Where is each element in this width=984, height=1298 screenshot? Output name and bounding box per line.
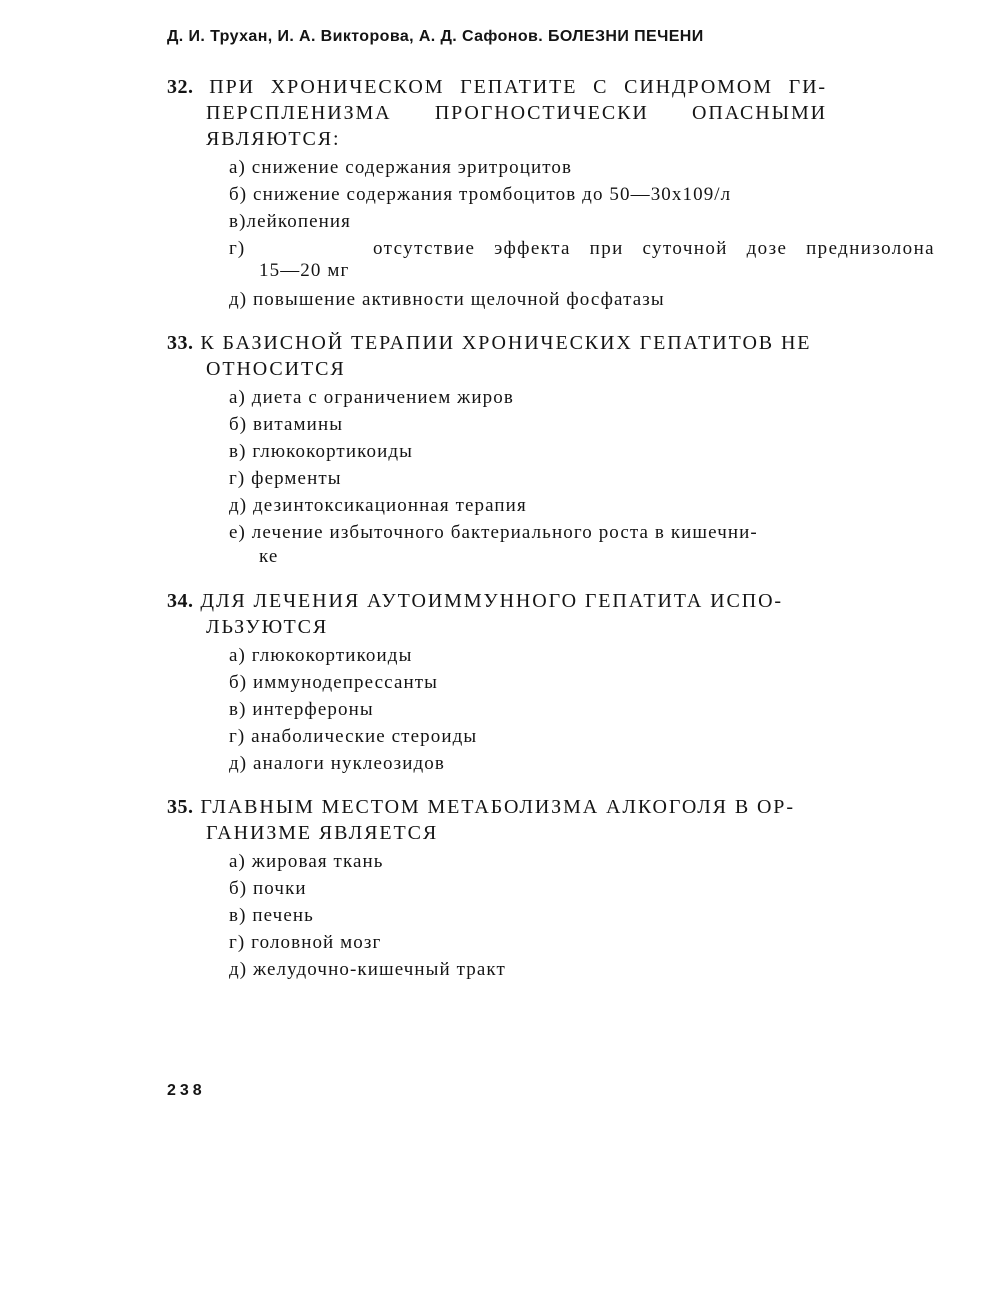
question-text: [167, 794, 827, 846]
answer-option: в)лейкопения: [229, 211, 352, 232]
answer-option: б) снижение содержания тромбоцитов до 50—30х109/л: [229, 184, 732, 205]
question-number: 34.: [167, 590, 194, 612]
answer-option: г) ферменты: [229, 468, 342, 489]
answer-option: б) иммунодепрессанты: [229, 672, 439, 693]
answer-option: г) головной мозг: [229, 932, 382, 953]
question-wording: ПРИ ХРОНИЧЕСКОМ ГЕПАТИТЕ С СИНДРОМОМ ГИ-ПЕРСПЛЕНИЗМА ПРОГНОСТИЧЕСКИ ОПАСНЫМИ ЯВЛЯЮТСЯ:: [206, 76, 827, 150]
answer-option: а) диета с ограничением жиров: [229, 387, 514, 408]
option-continuation: ке: [259, 546, 279, 567]
question-number: 35.: [167, 796, 194, 818]
answer-options: [167, 848, 827, 983]
question-33: [167, 330, 827, 568]
answer-option: а) жировая ткань: [229, 851, 384, 872]
question-text: [167, 588, 827, 640]
answer-option: д) желудочно-кишечный тракт: [229, 959, 506, 980]
question-wording: ГЛАВНЫМ МЕСТОМ МЕТАБОЛИЗМА АЛКОГОЛЯ В ОР-ГАНИЗМЕ ЯВЛЯЕТСЯ: [200, 796, 795, 844]
answer-option: г) анаболические стероиды: [229, 726, 478, 747]
option-text: отсутствие эффекта при суточной дозе преднизолона: [373, 238, 935, 259]
answer-options: [167, 642, 827, 777]
answer-option-line: [229, 235, 935, 262]
question-wording: ДЛЯ ЛЕЧЕНИЯ АУТОИММУННОГО ГЕПАТИТА ИСПО-ЛЬЗУЮТСЯ: [200, 590, 783, 638]
answer-option: [167, 519, 827, 568]
answer-option: в) интерфероны: [229, 699, 374, 720]
option-continuation: 15—20 мг: [259, 260, 350, 281]
answer-option: д) дезинтоксикационная терапия: [229, 495, 527, 516]
running-header: Д. И. Трухан, И. А. Викторова, А. Д. Сафонов. БОЛЕЗНИ ПЕЧЕНИ: [167, 28, 704, 45]
answer-option: а) глюкокортикоиды: [229, 645, 413, 666]
answer-option: в) печень: [229, 905, 314, 926]
option-text: е) лечение избыточного бактериального роста в кишечни-: [229, 522, 758, 543]
question-text: [167, 330, 827, 382]
answer-option: б) почки: [229, 878, 307, 899]
question-34: [167, 588, 827, 777]
option-marker: г): [229, 238, 246, 259]
answer-option: в) глюкокортикоиды: [229, 441, 413, 462]
question-text: [167, 74, 827, 152]
question-wording: К БАЗИСНОЙ ТЕРАПИИ ХРОНИЧЕСКИХ ГЕПАТИТОВ НЕ ОТНОСИТСЯ: [200, 332, 812, 380]
answer-options: [167, 154, 935, 313]
question-number: 33.: [167, 332, 194, 354]
answer-options: [167, 384, 827, 568]
answer-option: д) аналоги нуклеозидов: [229, 753, 445, 774]
question-35: [167, 794, 827, 983]
answer-option: [167, 235, 935, 282]
answer-option: б) витамины: [229, 414, 344, 435]
question-number: 32.: [167, 76, 194, 98]
question-32: [167, 74, 935, 313]
answer-option: а) снижение содержания эритроцитов: [229, 157, 573, 178]
page-number: 238: [167, 1082, 206, 1099]
answer-option: д) повышение активности щелочной фосфатазы: [229, 289, 665, 310]
